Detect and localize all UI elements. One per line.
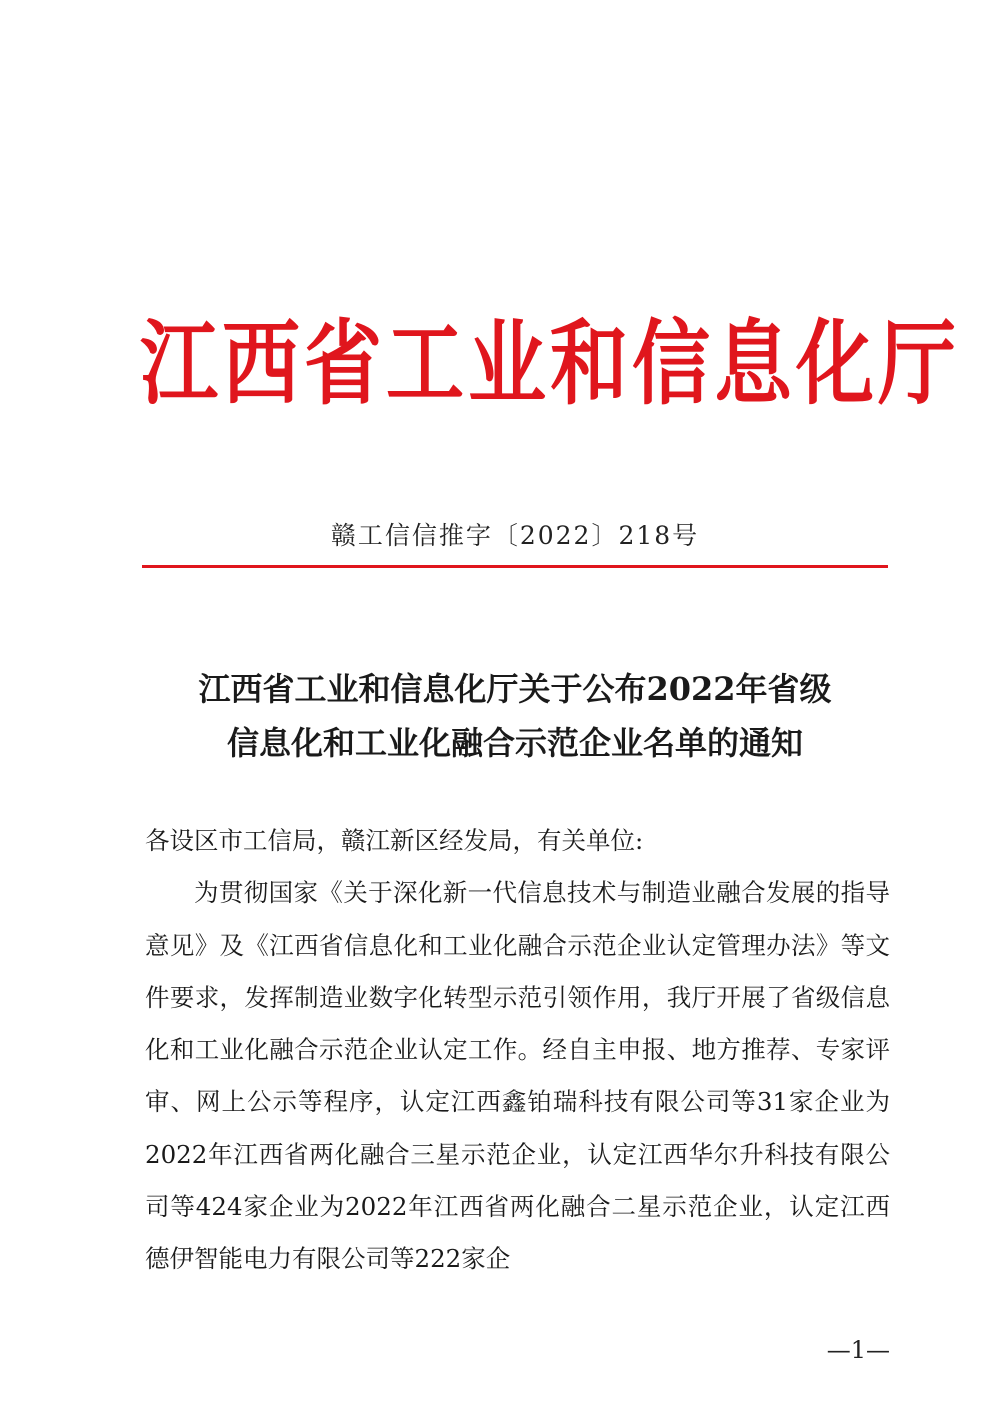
body-paragraph: 为贯彻国家《关于深化新一代信息技术与制造业融合发展的指导意见》及《江西省信息化和工业化融合示范企业认定管理办法》等文件要求，发挥制造业数字化转型示范引领作用，我厅开展了省级信息化和工业化融合示范企业认定工作。经自主申报、地方推荐、专家评审、网上公示等程序，认定江西鑫铂瑞科技有限公司等31家企业为2022年江西省两化融合三星示范企业，认定江西华尔升科技有限公司等424家企业为2022年江西省两化融合二星示范企业，认定江西德伊智能电力有限公司等222家企: [145, 878, 890, 1274]
notice-title-line-1: 江西省工业和信息化厅关于公布2022年省级: [198, 670, 832, 708]
notice-body: [145, 815, 890, 1286]
issuer-masthead: 江西省工业和信息化厅: [140, 310, 961, 419]
notice-title: [130, 662, 900, 770]
salutation: 各设区市工信局，赣江新区经发局，有关单位:: [145, 826, 644, 855]
document-number: 赣工信信推字〔2022〕218号: [330, 521, 700, 550]
red-divider-line: [142, 565, 888, 568]
notice-title-line-2: 信息化和工业化融合示范企业名单的通知: [226, 724, 803, 762]
page-number: —1—: [826, 1336, 890, 1364]
